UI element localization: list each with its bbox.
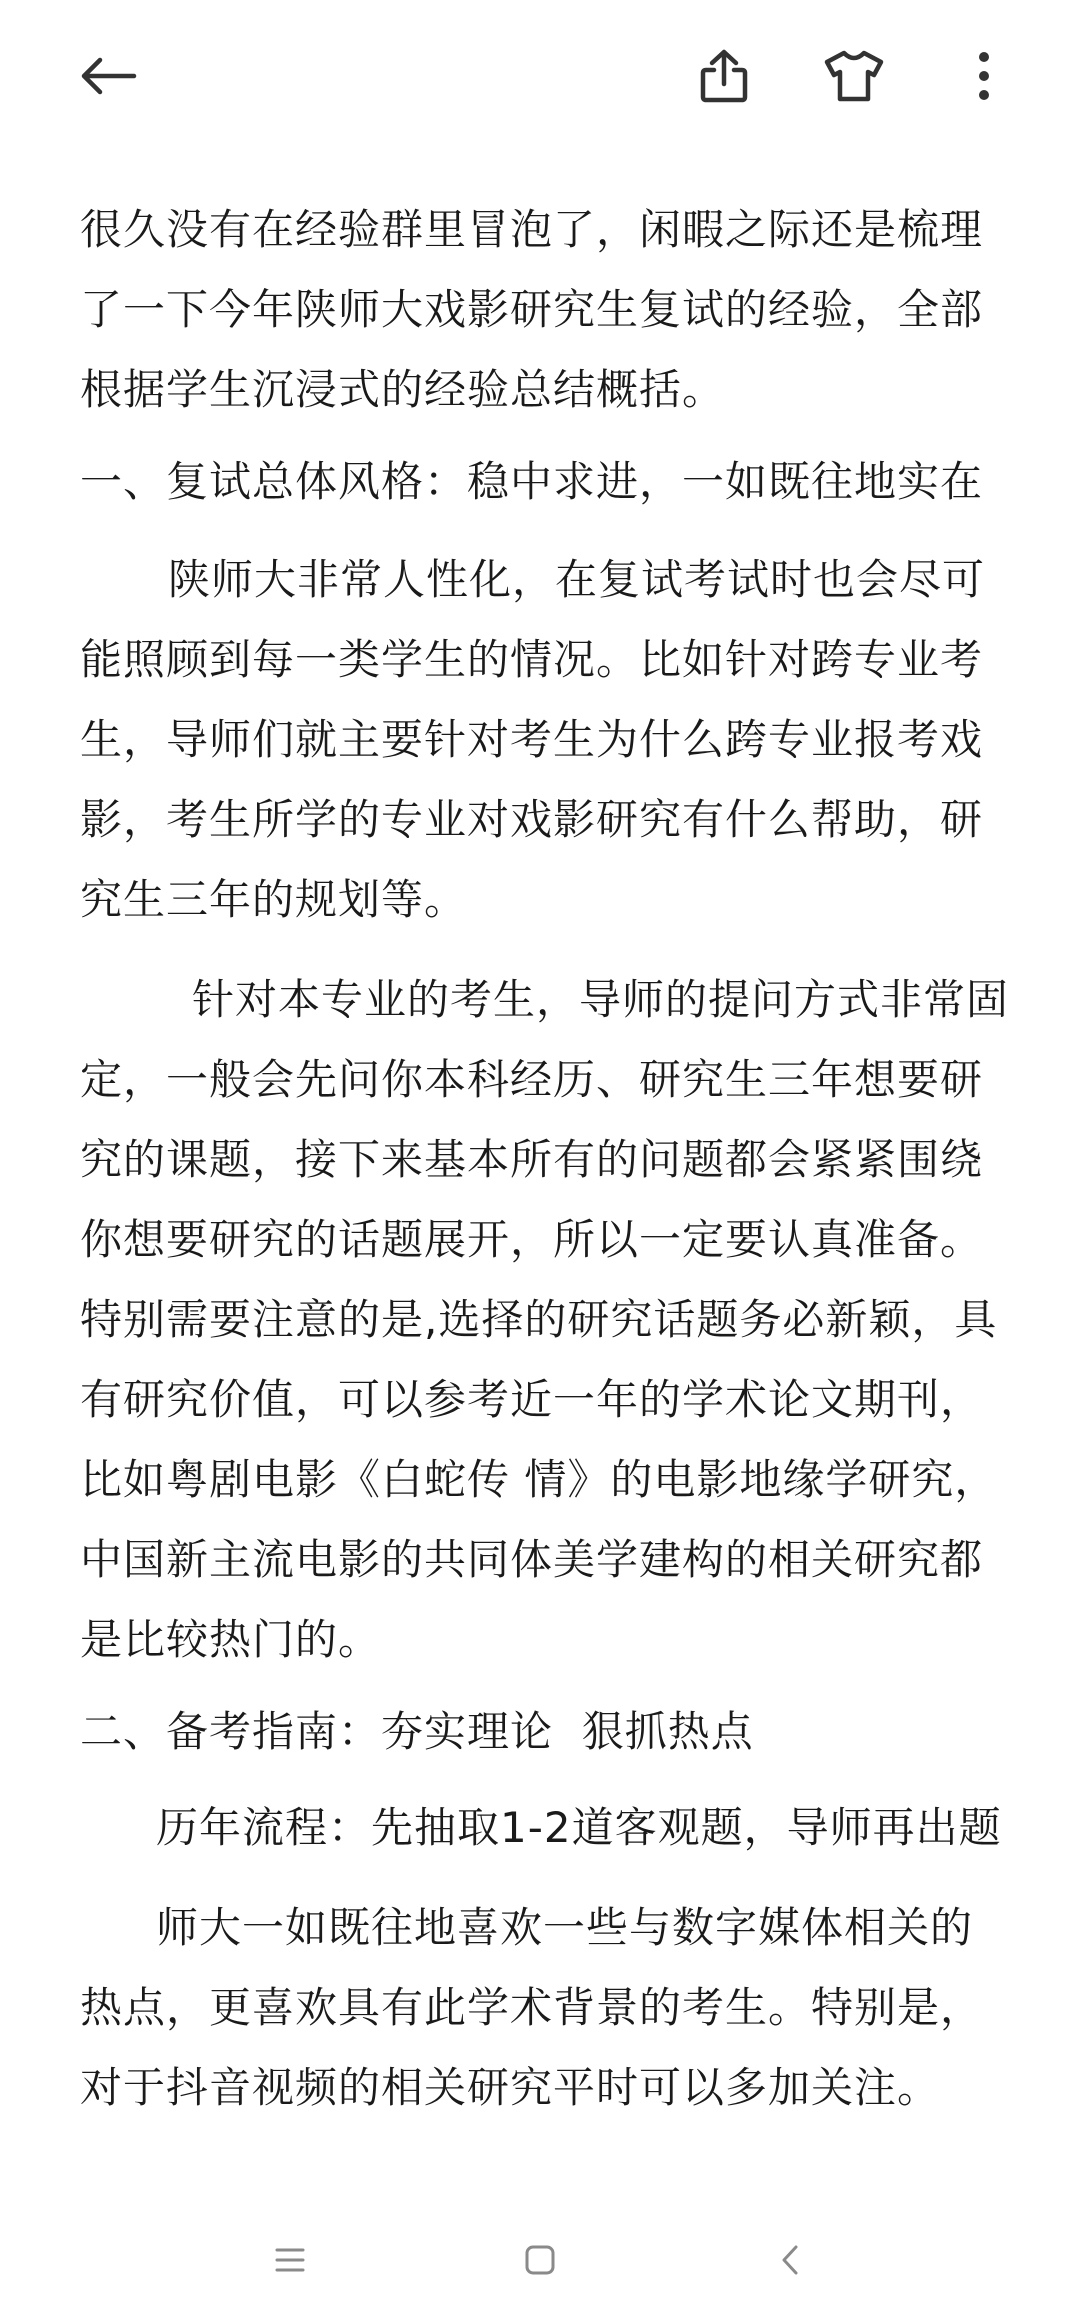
paragraph-2: 针对本专业的考生，导师的提问方式非常固定，一般会先问你本科经历、研究生三年想要研究的课题，接下来基本所有的问题都会紧紧围绕你想要研究的话题展开，所以一定要认真准备。特别需要注意的是,选择的研究话题务必新颖，具有研究价值，可以参考近一年的学术论文期刊，比如粤剧电影《白蛇传 情》的电影地缘学研究，中国新主流电影的共同体美学建构的相关研究都是比较热门的。 [80,975,1010,1664]
home-square-icon [524,2244,556,2276]
tshirt-icon [823,49,885,103]
paragraph-4: 师大一如既往地喜欢一些与数字媒体相关的热点，更喜欢具有此学术背景的考生。特别是，对于抖音视频的相关研究平时可以多加关注。 [80,1903,984,2112]
section-heading-1: 一、复试总体风格：稳中求进，一如既往地实在 [80,457,984,506]
top-bar [0,0,1080,150]
paragraph-1: 陕师大非常人性化，在复试考试时也会尽可能照顾到每一类学生的情况。比如针对跨专业考生，导师们就主要针对考生为什么跨专业报考戏影，考生所学的专业对戏影研究有什么帮助，研究生三年的规划等。 [80,555,986,924]
intro-paragraph: 很久没有在经验群里冒泡了，闲暇之际还是梳理了一下今年陕师大戏影研究生复试的经验，全部根据学生沉浸式的经验总结概括。 [80,205,984,414]
back-button[interactable] [72,40,144,112]
system-nav-bar [0,2200,1080,2316]
recent-apps-button[interactable] [250,2220,330,2300]
menu-lines-icon [274,2246,306,2274]
more-button[interactable] [948,40,1020,112]
section-heading-2: 二、备考指南：夯实理论 狠抓热点 [80,1707,754,1756]
back-chevron-icon [779,2243,801,2277]
share-button[interactable] [688,40,760,112]
share-icon [698,48,750,104]
home-button[interactable] [500,2220,580,2300]
more-vertical-icon [977,51,991,101]
paragraph-3: 历年流程：先抽取1-2道客观题，导师再出题 [156,1803,1002,1852]
arrow-left-icon [78,56,138,96]
article-body [80,190,1010,2128]
system-back-button[interactable] [750,2220,830,2300]
skin-button[interactable] [818,40,890,112]
